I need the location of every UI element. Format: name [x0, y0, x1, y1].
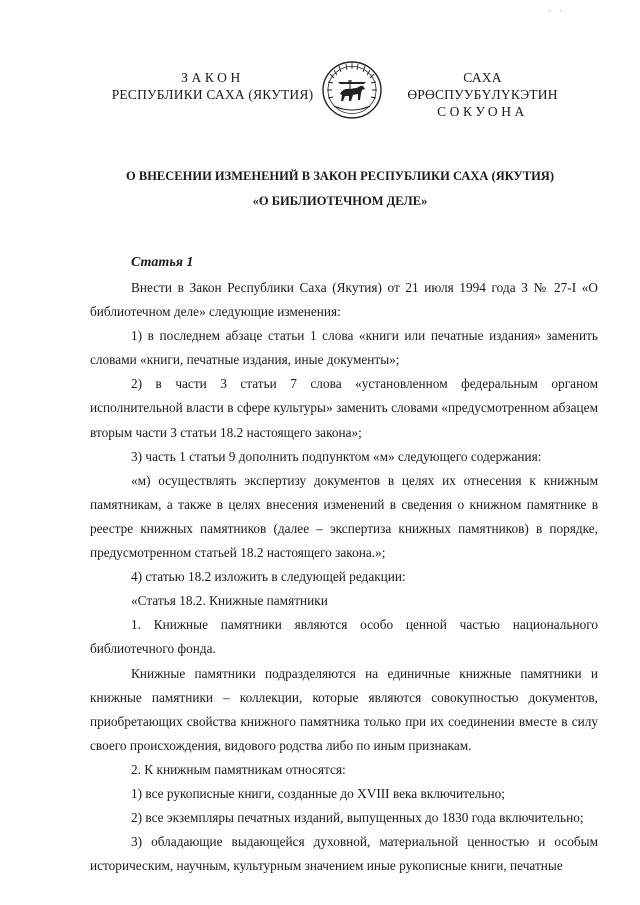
- document-title-line1: О ВНЕСЕНИИ ИЗМЕНЕНИЙ В ЗАКОН РЕСПУБЛИКИ САХА (ЯКУТИЯ): [126, 169, 554, 183]
- article-heading: Статья 1: [131, 255, 194, 270]
- paragraph: Книжные памятники подразделяются на единичные книжные памятники и книжные памятники – коллекции, которые являются совокупностью документов, приобретающих свойства книжного памятника только при их соединении вместе в силу своего происхождения, видового родства либо по иным признакам.: [90, 665, 598, 753]
- coat-of-arms-icon: [320, 60, 384, 120]
- paragraph: 2. К книжным памятникам относятся:: [131, 761, 346, 777]
- paragraph: 1) в последнем абзаце статьи 1 слова «книги или печатные издания» заменить словами «книги, печатные издания, иные документы»;: [90, 328, 598, 368]
- article-body: [90, 276, 598, 878]
- paragraph: 4) статью 18.2 изложить в следующей редакции:: [131, 569, 406, 585]
- header-left: [110, 69, 315, 103]
- paragraph: 1) все рукописные книги, созданные до XVIII века включительно;: [131, 785, 506, 801]
- paragraph: 2) все экземпляры печатных изданий, выпущенных до 1830 года включительно;: [131, 810, 584, 826]
- paragraph: 3) обладающие выдающейся духовной, материальной ценностью и особым историческим, научным, культурным значением иные рукописные книги, печатные: [90, 834, 598, 874]
- paragraph: 2) в части 3 статьи 7 слова «установленном федеральным органом исполнительной власти в сфере культуры» заменить словами «предусмотренном абзацем вторым части 3 статьи 18.2 настоящего закона»;: [90, 376, 598, 440]
- paragraph: 1. Книжные памятники являются особо ценной частью национального библиотечного фонда.: [90, 617, 598, 657]
- header-right-line2: СОКУОНА: [437, 104, 528, 119]
- header-left-line1: ЗАКОН: [181, 70, 244, 85]
- header-right: [390, 69, 575, 120]
- header-right-line1: САХА ӨРӨСПУУБҮЛҮКЭТИН: [407, 70, 558, 102]
- paragraph: «м) осуществлять экспертизу документов в целях их отнесения к книжным памятникам, а также в целях внесения изменений в сведения о книжном памятнике в реестре книжных памятников (далее – экспертиза книжных памятников) в порядке, предусмотренном статьей 18.2 настоящего закона.»;: [90, 472, 598, 561]
- scan-mark: · ·: [548, 6, 566, 16]
- paragraph: Внести в Закон Республики Саха (Якутия) от 21 июля 1994 года З № 27-I «О библиотечном деле» следующие изменения:: [90, 280, 598, 320]
- header-left-line2: РЕСПУБЛИКИ САХА (ЯКУТИЯ): [111, 87, 314, 102]
- paragraph: 3) часть 1 статьи 9 дополнить подпунктом «м» следующего содержания:: [131, 448, 542, 464]
- paragraph: «Статья 18.2. Книжные памятники: [131, 593, 328, 609]
- document-title-line2: «О БИБЛИОТЕЧНОМ ДЕЛЕ»: [252, 194, 428, 208]
